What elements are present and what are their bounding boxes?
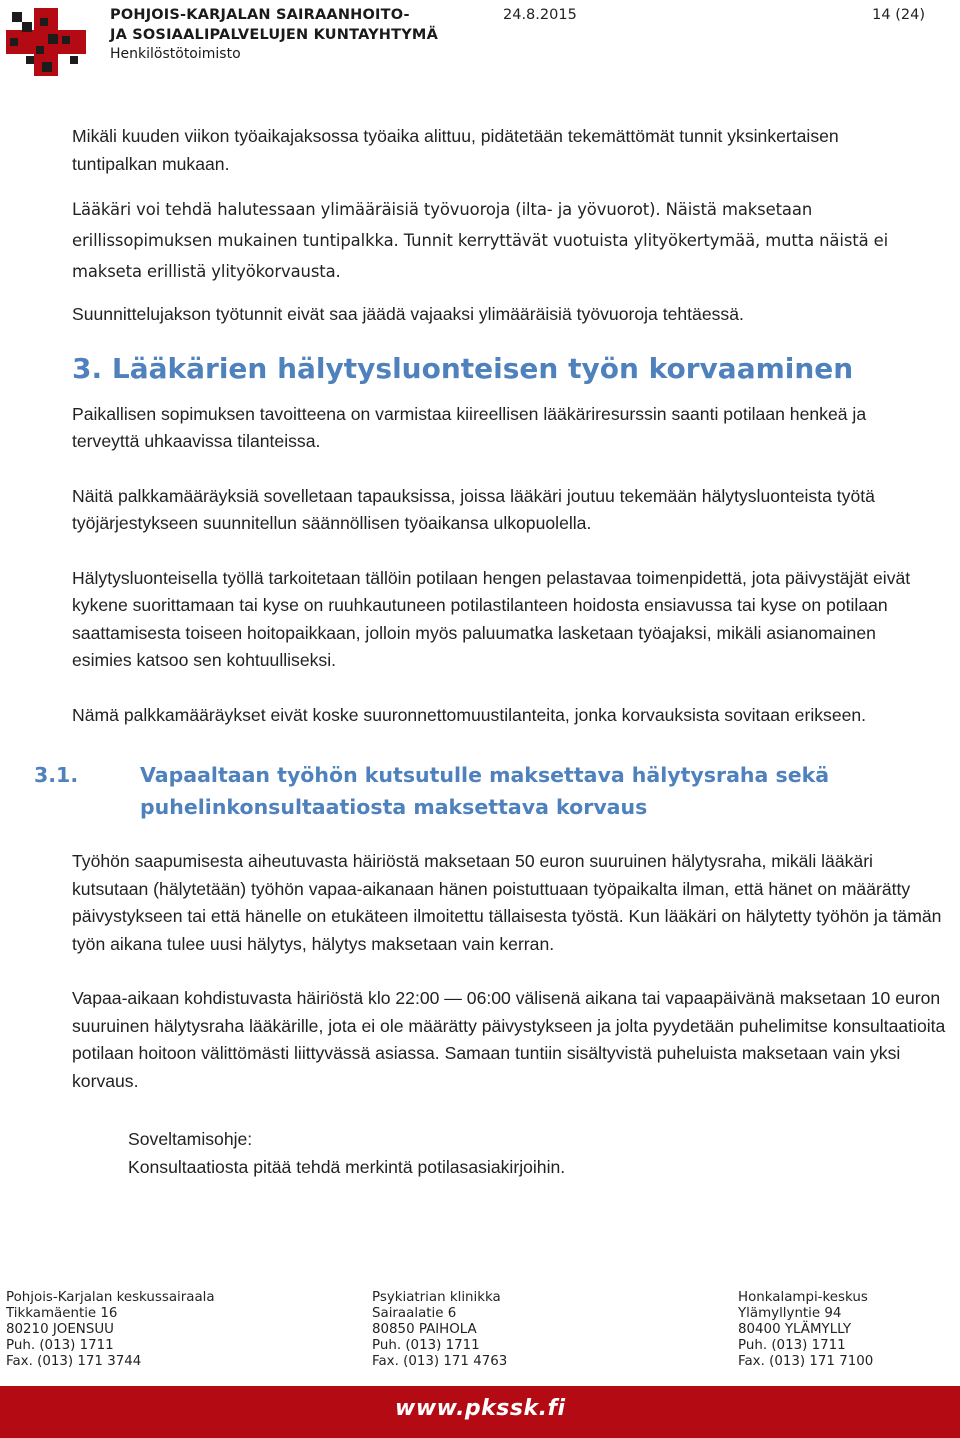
pkssk-logo (6, 8, 86, 76)
footer-line: Fax. (013) 171 3744 (6, 1354, 142, 1369)
paragraph-definition: Hälytysluonteisella työllä tarkoitetaan tällöin potilaan hengen pelastavaa toimenpidettä, jota päivystäjät eivät kykene suorittamaan tai kyse on ruuhkautuneen potilastilanteen hoidosta ensiavussa tai kyse on potilaan saattamisesta toiseen hoitopaikkaan, jolloin myös paluumatka lasketaan työajaksi, mikäli asianomainen esimies katsoo sen kohtuulliseksi. (72, 567, 911, 670)
footer-address-honkalampi (738, 1290, 873, 1370)
org-department: Henkilöstötoimisto (110, 46, 241, 62)
footer-line: Fax. (013) 171 4763 (372, 1354, 508, 1369)
footer-line: 80850 PAIHOLA (372, 1322, 477, 1337)
section-heading-3: 3. Lääkärien hälytysluonteisen työn korvaaminen (72, 351, 854, 385)
footer-line: Puh. (013) 1711 (6, 1338, 114, 1353)
website-link[interactable]: www.pkssk.fi (395, 1396, 566, 1421)
paragraph-underrun: Mikäli kuuden viikon työaikajaksossa työaika alittuu, pidätetään tekemättömät tunnit yksinkertaisen tuntipalkan mukaan. (72, 126, 839, 174)
footer-line: 80400 YLÄMYLLY (738, 1322, 852, 1337)
footer-line: Ylämyllyntie 94 (738, 1306, 842, 1321)
footer-line: Sairaalatie 6 (372, 1306, 457, 1321)
org-line-2: JA SOSIAALIPALVELUJEN KUNTAYHTYMÄ (110, 27, 438, 43)
footer-address-psykiatria (372, 1290, 507, 1370)
footer-line: Puh. (013) 1711 (372, 1338, 480, 1353)
section-title-line-1: Vapaaltaan työhön kutsutulle maksettava hälytysraha sekä (140, 763, 830, 787)
footer-line: Tikkamäentie 16 (6, 1306, 118, 1321)
footer-line: Fax. (013) 171 7100 (738, 1354, 874, 1369)
footer-line: Puh. (013) 1711 (738, 1338, 846, 1353)
organization-name (110, 5, 438, 64)
paragraph-phone-consultation: Vapaa-aikaan kohdistuvasta häiriöstä klo 22:00 — 06:00 välisenä aikana tai vapaapäivänä maksetaan 10 euron suuruinen hälytysraha lääkärille, jota ei ole määrätty päivystykseen ja jolta pyydetään puhelimitse konsultaatioita potilaan hoitoon välittömästi liittyvässä asiassa. Samaan tuntiin sisältyvistä puheluista maksetaan vain yksi korvaus. (72, 988, 946, 1091)
section-title-line-2: puhelinkonsultaatiosta maksettava korvaus (140, 795, 648, 819)
paragraph-alarm-money: Työhön saapumisesta aiheutuvasta häiriöstä maksetaan 50 euron suuruinen hälytysraha, mikäli lääkäri kutsutaan (hälytetään) työhön vapaa-aikanaan hänen poistuttuaan työpaikalta ilman, että hänet on määrätty päivystykseen tai että hänelle on etukäteen ilmoitettu tällaisesta työstä. Kun lääkäri on hälytetty työhön ja tämän työn aikana tulee uusi hälytys, hälytys maksetaan vain kerran. (72, 851, 942, 954)
guideline-text: Konsultaatiosta pitää tehdä merkintä potilasasiakirjoihin. (128, 1156, 566, 1177)
application-guideline (128, 1126, 952, 1181)
guideline-label: Soveltamisohje: (128, 1129, 253, 1149)
paragraph-applicability: Näitä palkkamääräyksiä sovelletaan tapauksissa, joissa lääkäri joutuu tekemään hälytysluonteista työtä työjärjestykseen suunnitellun säännöllisen työaikansa ulkopuolella. (72, 485, 875, 533)
paragraph-extra-shifts: Lääkäri voi tehdä halutessaan ylimääräisiä työvuoroja (ilta- ja yövuorot). Näistä maksetaan erillissopimuksen mukainen tuntipalkka. Tunnit kerryttävät vuotuista ylityökertymää, mutta näistä ei makseta erillistä ylityökorvausta. (72, 200, 889, 281)
paragraph-planning-period: Suunnittelujakson työtunnit eivät saa jäädä vajaaksi ylimääräisiä työvuoroja tehtäessä. (72, 304, 744, 324)
paragraph-exclusions: Nämä palkkamääräykset eivät koske suuronnettomuustilanteita, jonka korvauksista sovitaan erikseen. (72, 704, 867, 725)
section-title (140, 759, 829, 823)
section-heading-3-1 (34, 759, 952, 823)
paragraph-local-agreement: Paikallisen sopimuksen tavoitteena on varmistaa kiireellisen lääkäriresurssin saanti potilaan henkeä ja terveyttä uhkaavissa tilanteissa. (72, 403, 867, 451)
footer-line: 80210 JOENSUU (6, 1322, 114, 1337)
document-body (34, 123, 952, 1181)
footer-line: Honkalampi-keskus (738, 1290, 868, 1305)
page-number: 14 (24) (872, 7, 925, 23)
footer-line: Psykiatrian klinikka (372, 1290, 501, 1305)
footer-line: Pohjois-Karjalan keskussairaala (6, 1290, 215, 1305)
footer-address-keskussairaala (6, 1290, 215, 1370)
document-date: 24.8.2015 (503, 7, 577, 23)
org-line-1: POHJOIS-KARJALAN SAIRAANHOITO- (110, 7, 410, 23)
section-number: 3.1. (34, 763, 79, 787)
